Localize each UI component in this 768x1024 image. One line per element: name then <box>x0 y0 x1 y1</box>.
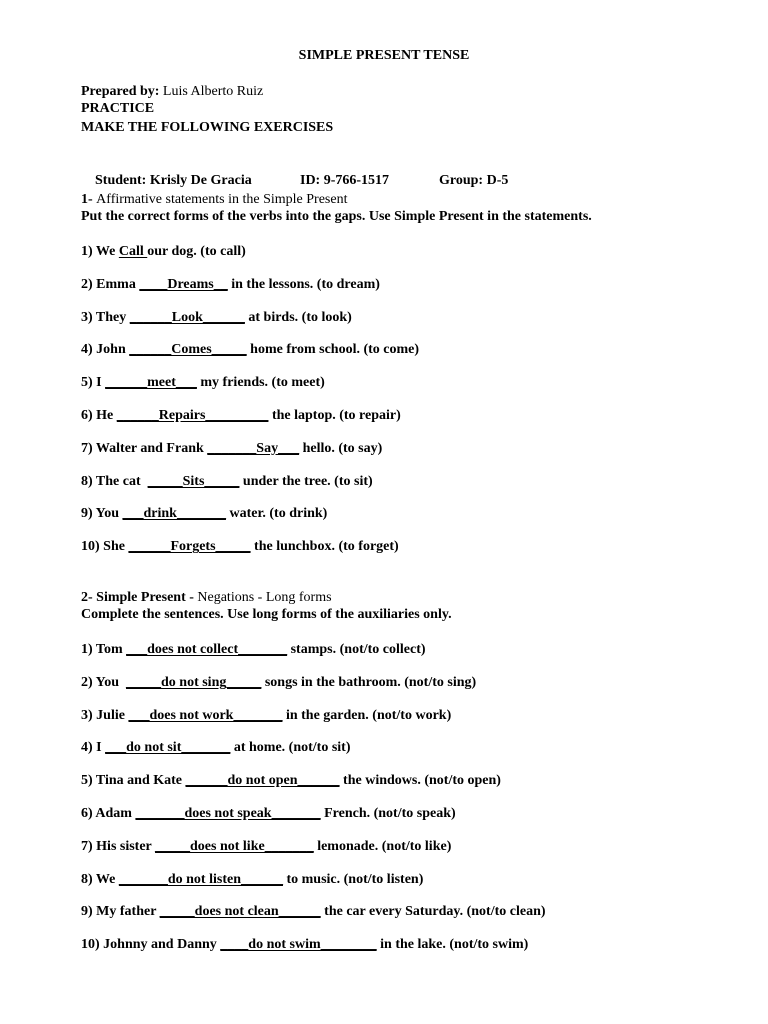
exercise-answer: ____do not swim________ <box>220 937 377 953</box>
section2-exercise-item <box>81 805 456 822</box>
section1-exercise-item <box>81 473 373 490</box>
section2-exercise-item <box>81 903 546 920</box>
exercise-answer: ____Dreams__ <box>139 276 228 292</box>
section2-exercise-item <box>81 739 351 756</box>
exercise-prompt: 4) I <box>81 740 106 756</box>
exercise-rest: the car every Saturday. (not/to clean) <box>320 904 546 920</box>
exercise-answer: ___does not work_______ <box>128 707 283 723</box>
exercise-answer: ______Look______ <box>129 309 245 325</box>
exercise-prompt: 9) My father <box>81 904 160 920</box>
prepared-by-row <box>81 83 263 100</box>
exercise-rest: stamps. (not/to collect) <box>287 642 426 657</box>
section2-heading: 2- Simple Present - Negations - Long forms <box>81 590 332 605</box>
section2-exercise-item <box>81 707 451 724</box>
exercise-rest: the windows. (not/to open) <box>339 773 501 789</box>
exercise-prompt: 8) We <box>81 871 119 887</box>
exercise-rest: home from school. (to come) <box>246 342 420 358</box>
exercise-prompt: 6) Adam <box>81 806 136 821</box>
exercise-rest: my friends. (to meet) <box>196 375 325 391</box>
section1-exercise-item <box>81 243 246 260</box>
section2-exercise-item <box>81 641 426 658</box>
exercise-answer: _____does not clean______ <box>159 904 321 920</box>
section1-exercise-item <box>81 309 352 326</box>
section1-heading: 1- Affirmative statements in the Simple Present <box>81 192 348 207</box>
exercise-rest: at birds. (to look) <box>244 309 352 325</box>
exercise-prompt: 6) He <box>81 408 117 423</box>
exercise-rest: under the tree. (to sit) <box>239 473 373 489</box>
section1-exercise-item <box>81 341 419 358</box>
exercise-prompt: 2) You <box>81 674 126 690</box>
exercise-prompt: 8) The cat <box>81 473 148 489</box>
section1-exercise-item <box>81 505 327 522</box>
exercise-rest: in the lessons. (to dream) <box>227 276 380 292</box>
exercise-prompt: 5) Tina and Kate <box>81 773 186 789</box>
exercise-answer: ______meet___ <box>105 375 197 391</box>
exercise-answer: _____does not like_______ <box>155 838 314 854</box>
exercise-rest: in the garden. (not/to work) <box>282 707 452 723</box>
exercise-prompt: 3) They <box>81 309 130 325</box>
exercise-rest: to music. (not/to listen) <box>282 871 424 887</box>
exercise-prompt: 1) Tom <box>81 642 127 657</box>
exercise-prompt: 7) His sister <box>81 838 156 854</box>
exercise-answer: ______Forgets_____ <box>128 539 251 555</box>
exercise-answer: ______do not open______ <box>185 773 340 789</box>
section2-exercise-item <box>81 838 451 855</box>
section2-exercise-item <box>81 772 501 789</box>
student-id: ID: 9-766-1517 <box>300 173 390 188</box>
exercise-answer: Call <box>118 244 148 259</box>
exercise-answer: _______Say___ <box>207 440 300 456</box>
exercise-answer: ______Comes_____ <box>129 342 247 358</box>
exercise-answer: _______does not speak_______ <box>135 806 321 821</box>
exercise-rest: the laptop. (to repair) <box>268 408 401 423</box>
student-name: Student: Krisly De Gracia <box>95 173 252 188</box>
exercise-rest: songs in the bathroom. (not/to sing) <box>261 674 477 690</box>
exercise-rest: at home. (not/to sit) <box>230 740 351 756</box>
exercise-rest: our dog. (to call) <box>147 244 246 259</box>
section2-exercise-item <box>81 936 528 953</box>
exercise-rest: in the lake. (not/to swim) <box>376 937 529 953</box>
section1-exercise-item <box>81 440 382 457</box>
page-title: SIMPLE PRESENT TENSE <box>298 48 470 63</box>
exercise-rest: hello. (to say) <box>299 440 383 456</box>
section2-exercise-item <box>81 674 476 691</box>
exercise-prompt: 3) Julie <box>81 707 129 723</box>
section1-subheading: Put the correct forms of the verbs into the gaps. Use Simple Present in the statements. <box>81 209 592 224</box>
exercise-answer: _____Sits_____ <box>147 473 240 489</box>
exercise-rest: lemonade. (not/to like) <box>313 838 452 854</box>
student-group: Group: D-5 <box>439 173 509 188</box>
section1-exercise-item <box>81 374 325 391</box>
practice-heading: PRACTICE <box>81 101 155 116</box>
exercise-answer: _____do not sing_____ <box>126 674 262 690</box>
exercise-answer: ___drink_______ <box>122 506 226 522</box>
exercise-prompt: 10) Johnny and Danny <box>81 937 221 953</box>
section2-exercise-item <box>81 871 423 888</box>
exercise-answer: ___does not collect_______ <box>126 642 288 657</box>
section1-exercise-item <box>81 538 399 555</box>
exercise-rest: water. (to drink) <box>225 506 328 522</box>
section1-exercise-item <box>81 407 401 424</box>
exercise-rest: the lunchbox. (to forget) <box>250 539 399 555</box>
exercise-answer: ___do not sit_______ <box>105 740 231 756</box>
exercise-prompt: 4) John <box>81 342 130 358</box>
exercise-answer: _______do not listen______ <box>118 871 283 887</box>
section1-exercise-item <box>81 276 380 293</box>
instruction-heading: MAKE THE FOLLOWING EXERCISES <box>81 120 334 135</box>
exercise-answer: ______Repairs_________ <box>116 408 269 423</box>
exercise-prompt: 5) I <box>81 375 106 391</box>
exercise-prompt: 1) We <box>81 244 119 259</box>
prepared-by-label: Prepared by: <box>81 84 160 99</box>
exercise-prompt: 2) Emma <box>81 276 140 292</box>
exercise-prompt: 10) She <box>81 539 129 555</box>
exercise-prompt: 9) You <box>81 506 123 522</box>
exercise-rest: French. (not/to speak) <box>320 806 456 821</box>
prepared-by-name: Luis Alberto Ruiz <box>159 84 264 99</box>
section2-subheading: Complete the sentences. Use long forms of the auxiliaries only. <box>81 607 452 622</box>
exercise-prompt: 7) Walter and Frank <box>81 440 208 456</box>
